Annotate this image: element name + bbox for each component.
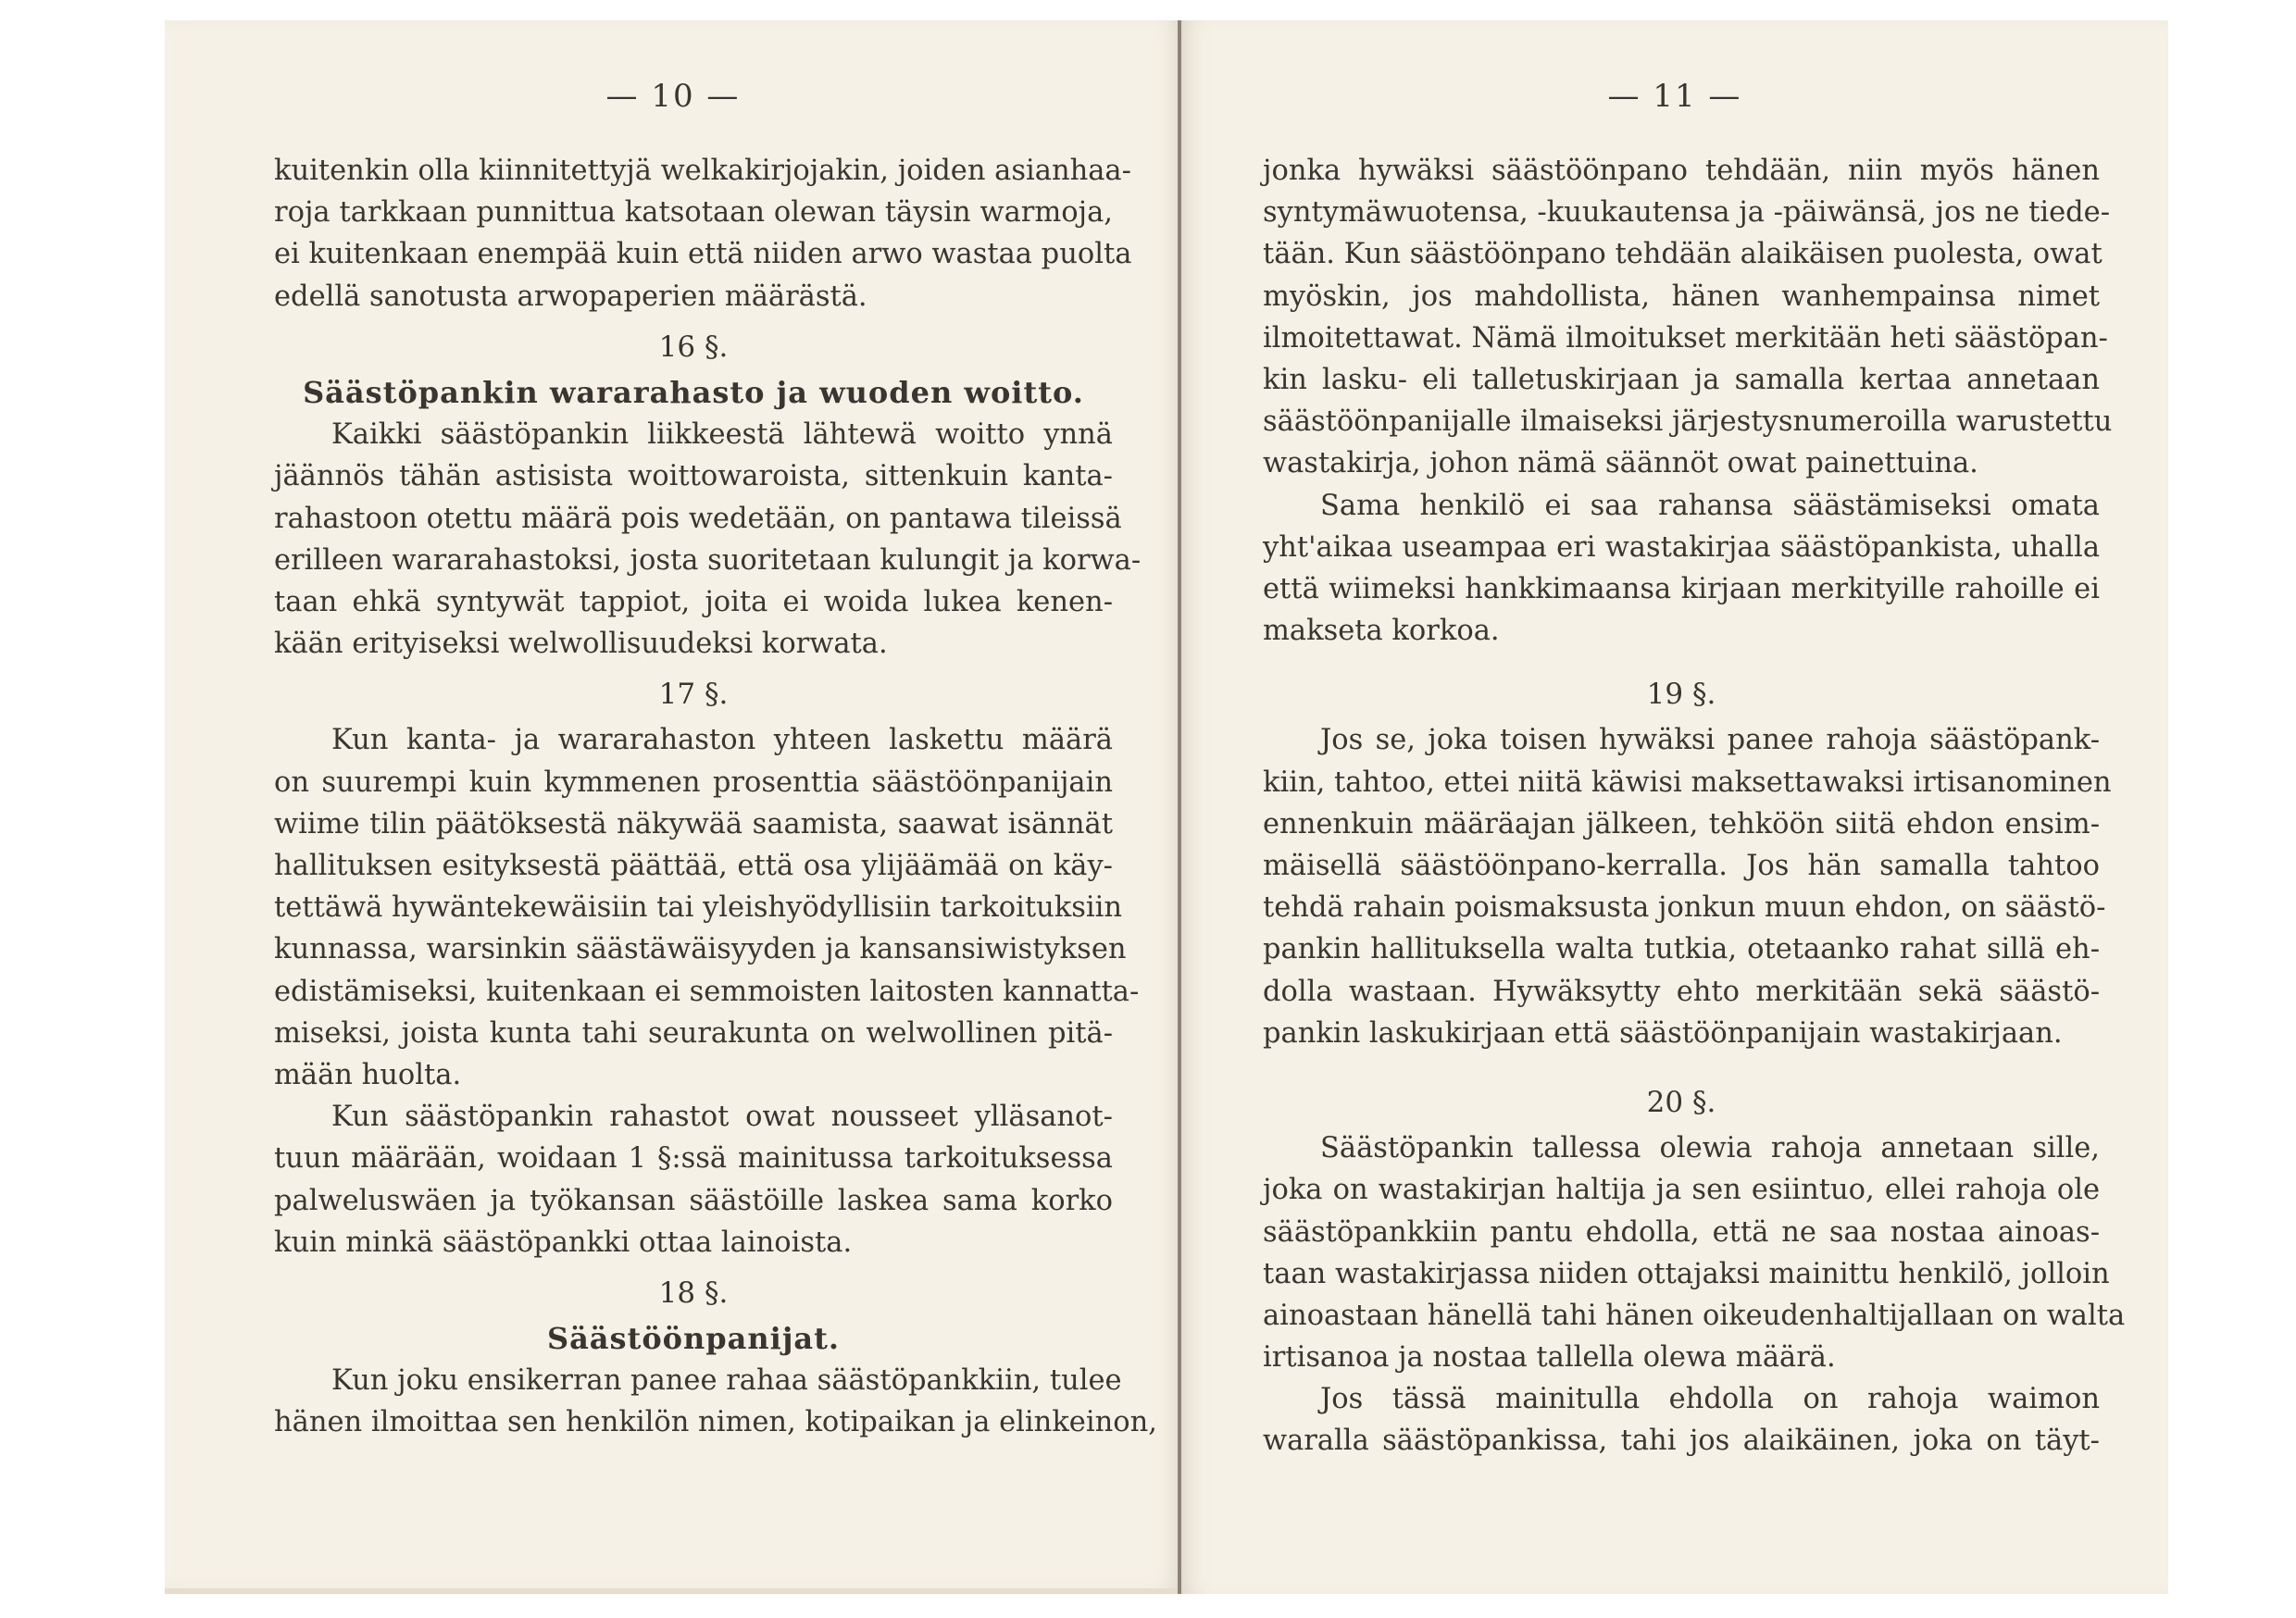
text-line: ei kuitenkaan enempää kuin että niiden arwo wastaa puolta (274, 238, 1132, 271)
text-line: edistämiseksi, kuitenkaan ei semmoisten laitosten kannatta- (274, 975, 1140, 1008)
text-line: palweluswäen ja työkansan säästöille laskea sama korko (274, 1184, 1113, 1217)
text-line: kään erityiseksi welwollisuudeksi korwata. (274, 628, 888, 661)
text-line: waralla säästöpankissa, tahi jos alaikäinen, joka on täyt- (1263, 1425, 2100, 1458)
text-line: taan ehkä syntywät tappiot, joita ei woida lukea kenen- (274, 585, 1113, 618)
text-line: Kun kanta- ja wararahaston yhteen laskettu määrä (331, 724, 1113, 757)
text-line: on suurempi kuin kymmenen prosenttia säästöönpanijain (274, 765, 1113, 799)
text-line: hallituksen esityksestä päättää, että osa ylijäämää on käy- (274, 850, 1113, 882)
right-page (1181, 20, 2168, 1594)
text-line: kunnassa, warsinkin säästäwäisyyden ja kansansiwistyksen (274, 933, 1127, 966)
paragraph (274, 1096, 1113, 1263)
text-line: kin lasku- eli talletuskirjaan ja samalla kertaa annetaan (1263, 363, 2100, 396)
text-line: Jos se, joka toisen hywäksi panee rahoja säästöpank- (1320, 724, 2100, 757)
text-line: edellä sanotusta arwopaperien määrästä. (274, 280, 867, 313)
page-number: — 11 — (1607, 78, 1742, 115)
text-line: pankin hallituksella walta tutkia, otetaanko rahat sillä eh- (1263, 933, 2100, 966)
text-line: ainoastaan hänellä tahi hänen oikeudenhaltijallaan on walta (1263, 1299, 2126, 1332)
left-page (165, 20, 1181, 1594)
text-line: Kaikki säästöpankin liikkeestä lähtewä woitto ynnä (331, 418, 1113, 452)
text-line: joka on wastakirjan haltija ja sen esiintuo, ellei rahoja ole (1263, 1174, 2100, 1207)
text-line: irtisanoa ja nostaa tallella olewa määrä. (1263, 1341, 1836, 1375)
text-line: että wiimeksi hankkimaansa kirjaan merkityille rahoille ei (1263, 572, 2100, 605)
text-line: tään. Kun säästöönpano tehdään alaikäisen puolesta, owat (1263, 238, 2103, 271)
text-line: myöskin, jos mahdollista, hänen wanhempainsa nimet (1263, 280, 2100, 313)
paragraph (1263, 150, 2113, 485)
text-line: syntymäwuotensa, -kuukautensa ja -päiwänsä, jos ne tiede- (1263, 196, 2111, 230)
text-line: tuun määrään, woidaan 1 §:ssä mainitussa tarkoituksessa (274, 1142, 1113, 1176)
text-line: jonka hywäksi säästöönpano tehdään, niin myös hänen (1263, 155, 2100, 187)
paragraph (1263, 485, 2100, 653)
section-number: 18 §. (658, 1276, 729, 1310)
text-line: makseta korkoa. (1263, 615, 1500, 648)
section-number: 17 §. (658, 678, 729, 712)
text-line: roja tarkkaan punnittua katsotaan olewan täysin warmoja, (274, 196, 1113, 230)
paragraph (274, 1360, 1157, 1443)
text-line: rahastoon otettu määrä pois wedetään, on pantawa tileissä (274, 502, 1122, 535)
left-page-text (274, 150, 1157, 1444)
text-line: miseksi, joista kunta tahi seurakunta on welwollinen pitä- (274, 1016, 1113, 1050)
text-line: säästöpankkiin pantu ehdolla, että ne saa nostaa ainoas- (1263, 1215, 2100, 1249)
paragraph (274, 414, 1142, 665)
text-line: tettäwä hywäntekewäisiin tai yleishyödyllisiin tarkoituksiin (274, 891, 1123, 925)
page-number: — 10 — (605, 78, 741, 115)
section-number: 20 §. (1646, 1085, 1716, 1119)
text-line: Kun säästöpankin rahastot owat nousseet ylläsanot- (331, 1101, 1113, 1134)
text-line: Kun joku ensikerran panee rahaa säästöpankkiin, tulee (331, 1364, 1122, 1398)
text-line: pankin laskukirjaan että säästöönpanijain wastakirjaan. (1263, 1016, 2063, 1050)
text-line: jäännös tähän astisista woittowaroista, sittenkuin kanta- (274, 460, 1113, 493)
text-line: Jos tässä mainitulla ehdolla on rahoja waimon (1320, 1383, 2100, 1416)
text-line: säästöönpanijalle ilmaiseksi järjestysnumeroilla warustettu (1263, 405, 2113, 439)
paragraph (1263, 1378, 2100, 1462)
section-heading: Säästöpankin wararahasto ja wuoden woitto. (303, 374, 1084, 410)
right-page-text (1263, 150, 2126, 1462)
section-heading: Säästöönpanijat. (546, 1321, 841, 1357)
text-line: mään huolta. (274, 1058, 462, 1091)
section-number: 19 §. (1646, 678, 1716, 712)
text-line: erilleen wararahastoksi, josta suoritetaan kulungit ja korwa- (274, 543, 1142, 577)
text-line: wiime tilin päätöksestä näkywää saamista, saawat isännät (274, 807, 1113, 840)
paragraph (1263, 1127, 2126, 1378)
paragraph (274, 150, 1132, 317)
text-line: kuitenkin olla kiinnitettyjä welkakirjojakin, joiden asianhaa- (274, 155, 1131, 187)
text-line: mäisellä säästöönpano-kerralla. Jos hän samalla tahtoo (1263, 850, 2100, 882)
text-line: kiin, tahtoo, ettei niitä käwisi maksettawaksi irtisanominen (1263, 765, 2112, 799)
text-line: dolla wastaan. Hywäksytty ehto merkitään sekä säästö- (1263, 975, 2100, 1008)
text-line: yht'aikaa useampaa eri wastakirjaa säästöpankista, uhalla (1263, 530, 2100, 564)
paragraph (274, 719, 1140, 1096)
text-line: ennenkuin määräajan jälkeen, tehköön siitä ehdon ensim- (1263, 807, 2100, 840)
text-line: wastakirja, johon nämä säännöt owat painettuina. (1263, 447, 1978, 480)
text-line: tehdä rahain poismaksusta jonkun muun ehdon, on säästö- (1263, 891, 2106, 925)
paragraph (1263, 719, 2112, 1054)
text-line: taan wastakirjassa niiden ottajaksi mainittu henkilö, jolloin (1263, 1257, 2110, 1290)
text-line: Säästöpankin tallessa olewia rahoja annetaan sille, (1320, 1132, 2100, 1165)
text-line: kuin minkä säästöpankki ottaa lainoista. (274, 1226, 853, 1259)
text-line: hänen ilmoittaa sen henkilön nimen, kotipaikan ja elinkeinon, (274, 1406, 1157, 1439)
text-line: Sama henkilö ei saa rahansa säästämiseksi omata (1320, 489, 2100, 522)
section-number: 16 §. (658, 330, 729, 364)
text-line: ilmoitettawat. Nämä ilmoitukset merkitään heti säästöpan- (1263, 321, 2108, 355)
